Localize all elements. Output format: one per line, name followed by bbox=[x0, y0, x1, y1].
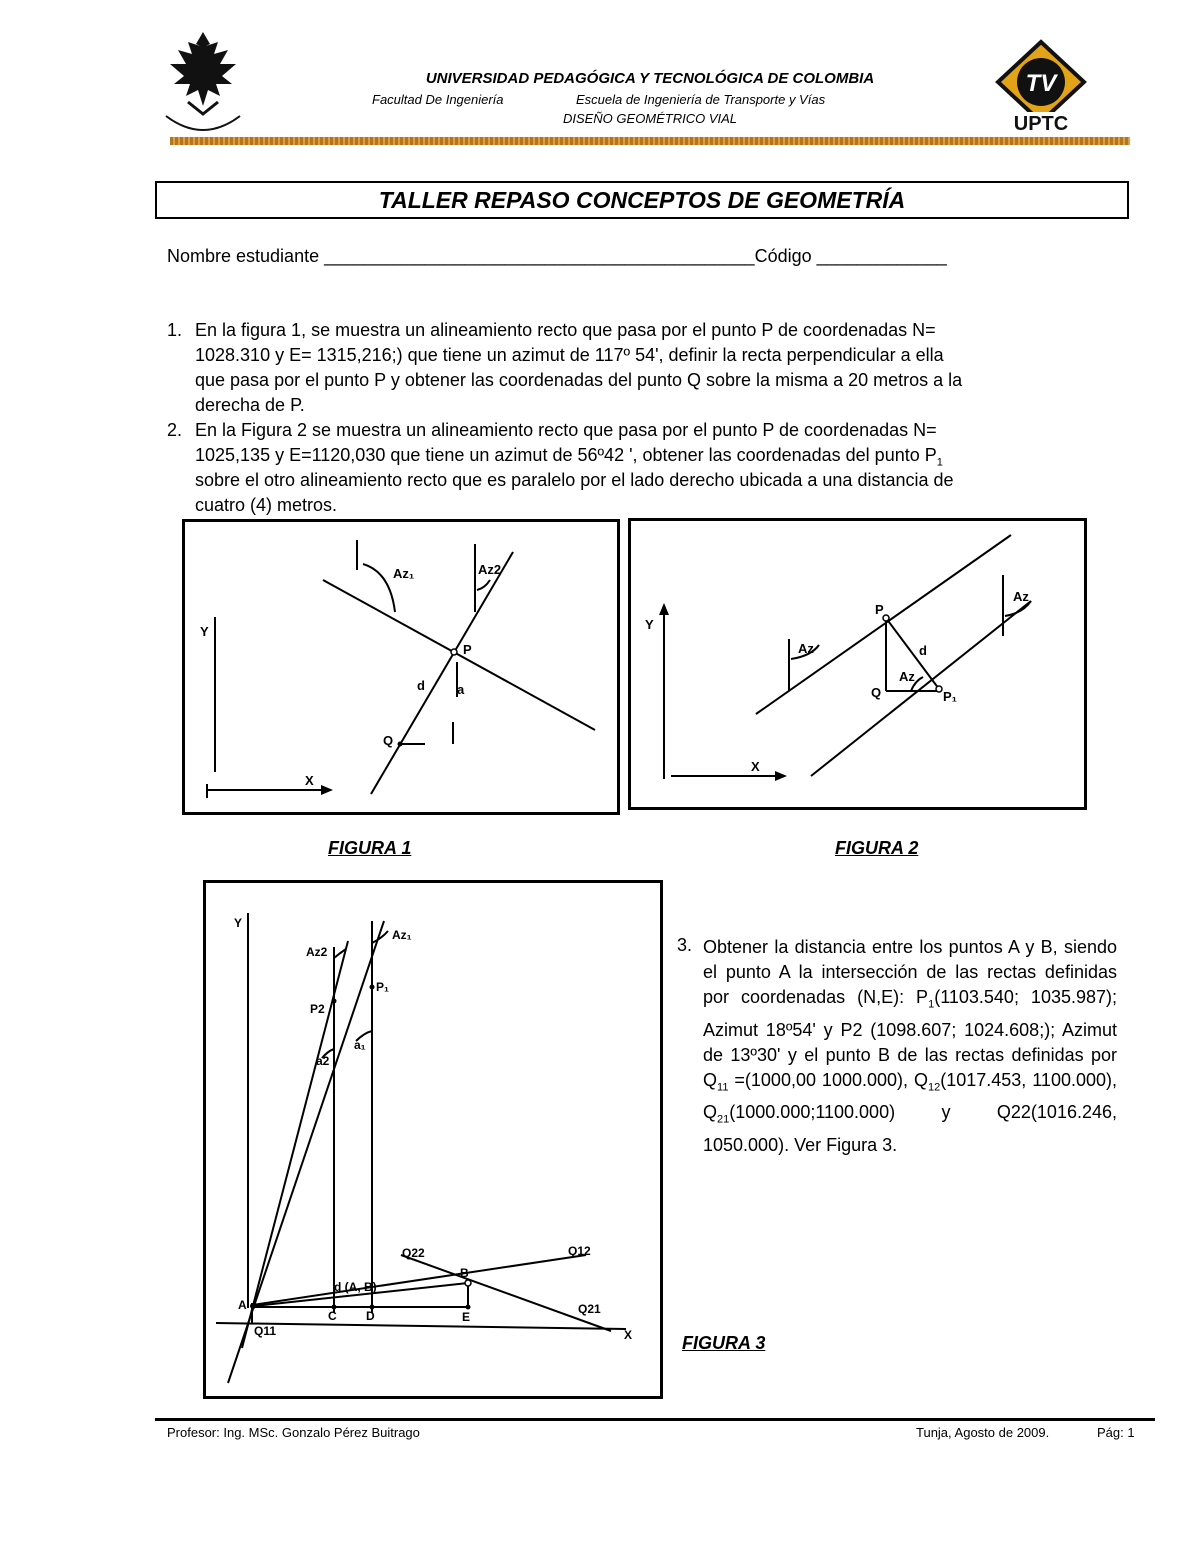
student-name-label: Nombre estudiante bbox=[167, 246, 320, 266]
fig1-label-az1: Az₁ bbox=[393, 566, 415, 581]
figure-3-diagram bbox=[206, 883, 660, 1396]
figure-1-diagram bbox=[185, 522, 617, 812]
problem-3-text: =(1000,00 1000.000), Q bbox=[728, 1069, 928, 1090]
school-name: Escuela de Ingeniería de Transporte y Vías bbox=[576, 92, 826, 107]
problem-3-text: (1017.453, 1100.000), Q bbox=[703, 1069, 1117, 1123]
fig3-label-q11: Q11 bbox=[254, 1324, 277, 1338]
fig2-label-q: Q bbox=[871, 685, 882, 700]
fig3-label-b: B bbox=[460, 1266, 469, 1280]
figure-3-caption: FIGURA 3 bbox=[682, 1333, 766, 1353]
subscript: 11 bbox=[717, 1081, 729, 1094]
fig2-label-y: Y bbox=[645, 617, 654, 632]
fig2-label-d: d bbox=[919, 643, 927, 658]
fig3-label-d: D bbox=[366, 1309, 375, 1323]
fig3-label-q12: Q12 bbox=[568, 1244, 591, 1258]
figure-2-caption: FIGURA 2 bbox=[835, 838, 919, 858]
fig1-label-p: P bbox=[463, 642, 472, 657]
tv-badge-text: TV bbox=[1025, 70, 1057, 97]
fig3-label-e: E bbox=[462, 1310, 471, 1324]
uptc-logo-text: UPTC bbox=[1013, 113, 1069, 134]
problem-2-line: sobre el otro alineamiento recto que es paralelo por el lado derecho ubicada a una distancia de bbox=[195, 470, 954, 490]
problem-1-line: 1028.310 y E= 1315,216;) que tiene un azimut de 117º 54', definir la recta perpendicular a ella bbox=[195, 345, 944, 365]
page-title: TALLER REPASO CONCEPTOS DE GEOMETRÍA bbox=[155, 181, 1129, 219]
problem-2-subscript: 1 bbox=[936, 456, 943, 469]
figure-1 bbox=[182, 519, 620, 815]
fig1-label-az2: Az2 bbox=[478, 562, 502, 577]
student-code-field[interactable]: _____________ bbox=[816, 246, 947, 266]
fig3-label-p2: P2 bbox=[310, 1002, 325, 1016]
fig3-label-y: Y bbox=[234, 916, 243, 930]
fig1-label-a: a bbox=[457, 682, 465, 697]
figure-2-diagram bbox=[631, 521, 1084, 807]
fig3-label-az1: Az₁ bbox=[392, 928, 412, 942]
figure-2 bbox=[628, 518, 1087, 810]
fig3-label-q22: Q22 bbox=[402, 1246, 425, 1260]
footer-page: Pág: 1 bbox=[1097, 1425, 1135, 1440]
subscript: 21 bbox=[717, 1113, 730, 1126]
student-form bbox=[167, 244, 947, 269]
problem-1-line: derecha de P. bbox=[195, 395, 305, 415]
fig3-label-a: A bbox=[238, 1298, 247, 1312]
fig1-label-y: Y bbox=[200, 624, 209, 639]
problem-1-line: que pasa por el punto P y obtener las coordenadas del punto Q sobre la misma a 20 metros a la bbox=[195, 370, 963, 390]
footer-professor: Profesor: Ing. MSc. Gonzalo Pérez Buitrago bbox=[167, 1425, 420, 1440]
fig2-label-x: X bbox=[751, 759, 760, 774]
problem-1-line: En la figura 1, se muestra un alineamiento recto que pasa por el punto P de coordenadas N= bbox=[195, 320, 936, 340]
problem-2-line: En la Figura 2 se muestra un alineamiento recto que pasa por el punto P de coordenadas N= bbox=[195, 420, 937, 440]
fig3-label-x: X bbox=[624, 1328, 633, 1342]
fig3-label-c: C bbox=[328, 1309, 337, 1323]
problem-3 bbox=[703, 935, 1117, 1158]
fig3-label-az2: Az2 bbox=[306, 945, 328, 959]
course-name: DISEÑO GEOMÉTRICO VIAL bbox=[562, 111, 738, 126]
problem-1-number: 1. bbox=[167, 320, 183, 340]
fig1-label-x: X bbox=[305, 773, 314, 788]
problem-3-number: 3. bbox=[677, 935, 693, 955]
student-name-field[interactable]: ___________________________________________ bbox=[324, 246, 755, 266]
fig3-label-a2: a2 bbox=[316, 1054, 330, 1068]
university-name: UNIVERSIDAD PEDAGÓGICA Y TECNOLÓGICA DE COLOMBIA bbox=[425, 70, 875, 87]
subscript: 1 bbox=[928, 998, 935, 1011]
problem-3-text: (1000.000;1100.000) y Q22(1016.246, 1050.000). Ver Figura 3. bbox=[703, 1102, 1117, 1155]
university-seal-logo bbox=[158, 24, 248, 136]
fig3-label-p1: P₁ bbox=[376, 980, 389, 994]
fig2-label-p1: P₁ bbox=[943, 689, 958, 704]
subscript: 12 bbox=[927, 1081, 941, 1094]
problem-2-line: 1025,135 y E=1120,030 que tiene un azimut de 56º42 ', obtener las coordenadas del punto P bbox=[195, 445, 937, 465]
fig2-label-p: P bbox=[875, 602, 884, 617]
fig3-label-q21: Q21 bbox=[578, 1302, 601, 1316]
student-code-label: Código bbox=[754, 246, 812, 266]
fig1-label-d: d bbox=[417, 678, 425, 693]
header-divider bbox=[170, 137, 1130, 145]
fig1-label-q: Q bbox=[383, 733, 394, 748]
footer-place-date: Tunja, Agosto de 2009. bbox=[916, 1425, 1050, 1440]
problem-2-line: cuatro (4) metros. bbox=[195, 495, 338, 515]
figure-1-caption: FIGURA 1 bbox=[328, 838, 412, 858]
faculty-name: Facultad De Ingeniería bbox=[372, 92, 504, 107]
problem-3-text: Obtener la distancia entre los puntos A y B, siendo el punto A la intersección de las rectas definidas por coordenadas (N,E): P bbox=[703, 937, 1117, 1007]
figure-3 bbox=[203, 880, 663, 1399]
fig3-label-dab: d (A, B) bbox=[334, 1280, 377, 1294]
problem-2-number: 2. bbox=[167, 420, 183, 440]
fig2-label-az: Az bbox=[899, 669, 915, 684]
footer-divider bbox=[155, 1418, 1155, 1421]
fig2-label-az-right: Az bbox=[1013, 589, 1029, 604]
fig2-label-az-left: Az bbox=[798, 641, 814, 656]
fig3-label-a1: a₁ bbox=[354, 1038, 366, 1052]
problem-3-text: (1103.540; 1035.987); Azimut 18º54' y P2 (1098.607; 1024.608;); Azimut de 13º30' y el punto B de las rectas definidas por Q bbox=[703, 987, 1117, 1090]
